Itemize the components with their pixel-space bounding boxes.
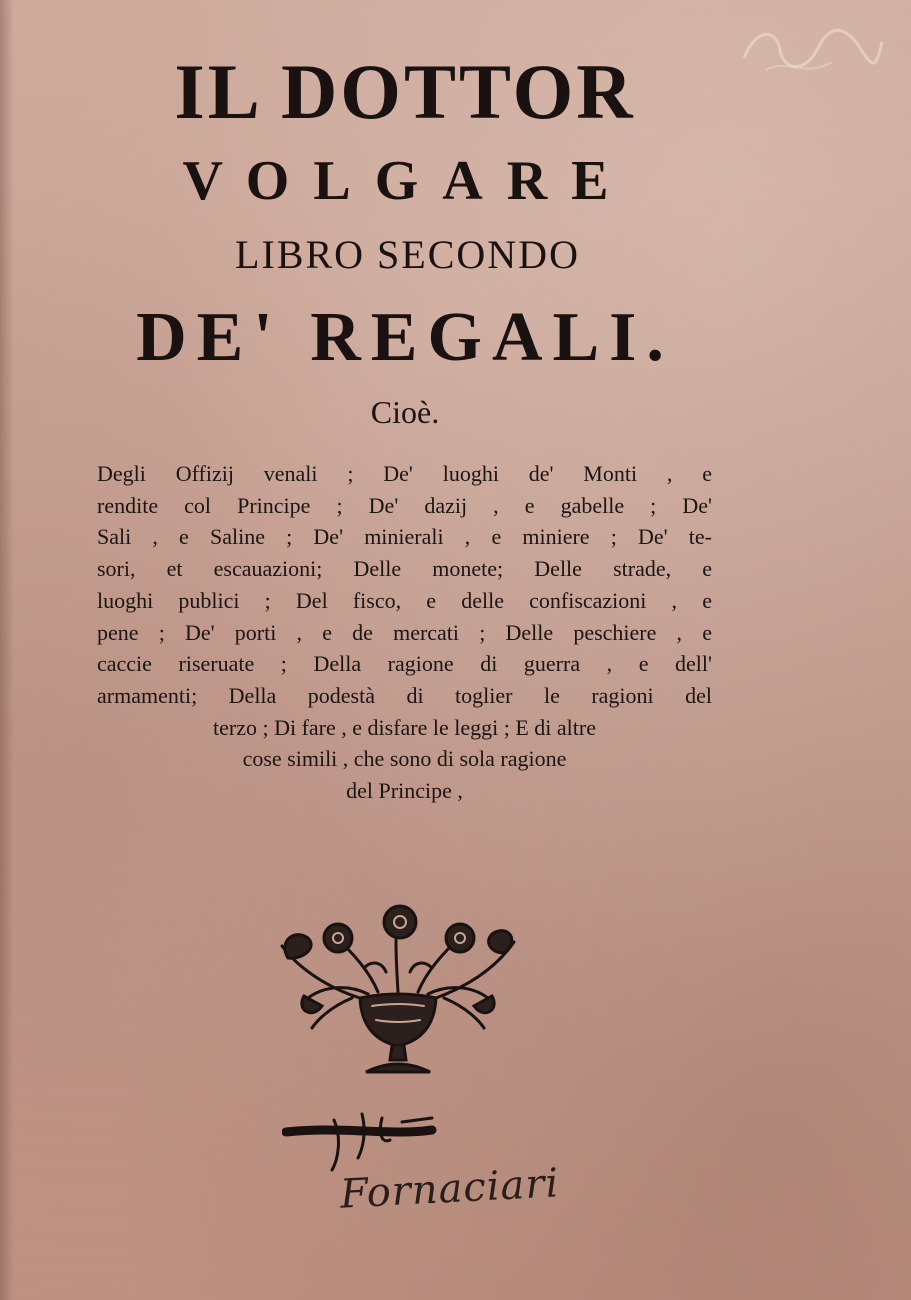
contents-line: terzo ; Di fare , e disfare le leggi ; E di altre [213, 714, 596, 740]
contents-line: cose simili , che sono di sola ragione [242, 746, 567, 772]
title-line-2: VOLGARE [182, 150, 633, 212]
contents-line: Sali , e Saline ; De' minierali , e miniere ; De' te- [97, 524, 712, 550]
contents-line: caccie riseruate ; Della ragione di guerra , e dell' [97, 651, 712, 677]
contents-line: luoghi publici ; Del fisco, e delle confiscazioni , e [97, 587, 712, 613]
contents-line: del Principe , [346, 778, 463, 804]
contents-paragraph [97, 458, 712, 807]
contents-line: Degli Offizij venali ; De' luoghi de' Monti , e [97, 461, 712, 486]
contents-line: armamenti; Della podestà di toglier le ragioni del [97, 682, 712, 708]
contents-line: pene ; De' porti , e de mercati ; Delle peschiere , e [97, 619, 712, 645]
title-line-1: IL DOTTOR [174, 48, 636, 135]
handwritten-signature: Fornaciari [338, 1160, 561, 1218]
subtitle-line: LIBRO SECONDO [235, 232, 580, 277]
intro-word: Cioè. [370, 394, 440, 430]
title-line-4: DE' REGALI. [136, 299, 674, 376]
contents-line: rendite col Principe ; De' dazij , e gabelle ; De' [97, 492, 712, 518]
contents-line: sori, et escauazioni; Delle monete; Delle strade, e [97, 556, 712, 582]
flower-vase-woodcut-icon [268, 898, 528, 1083]
faded-stamp-mark [736, 18, 886, 88]
